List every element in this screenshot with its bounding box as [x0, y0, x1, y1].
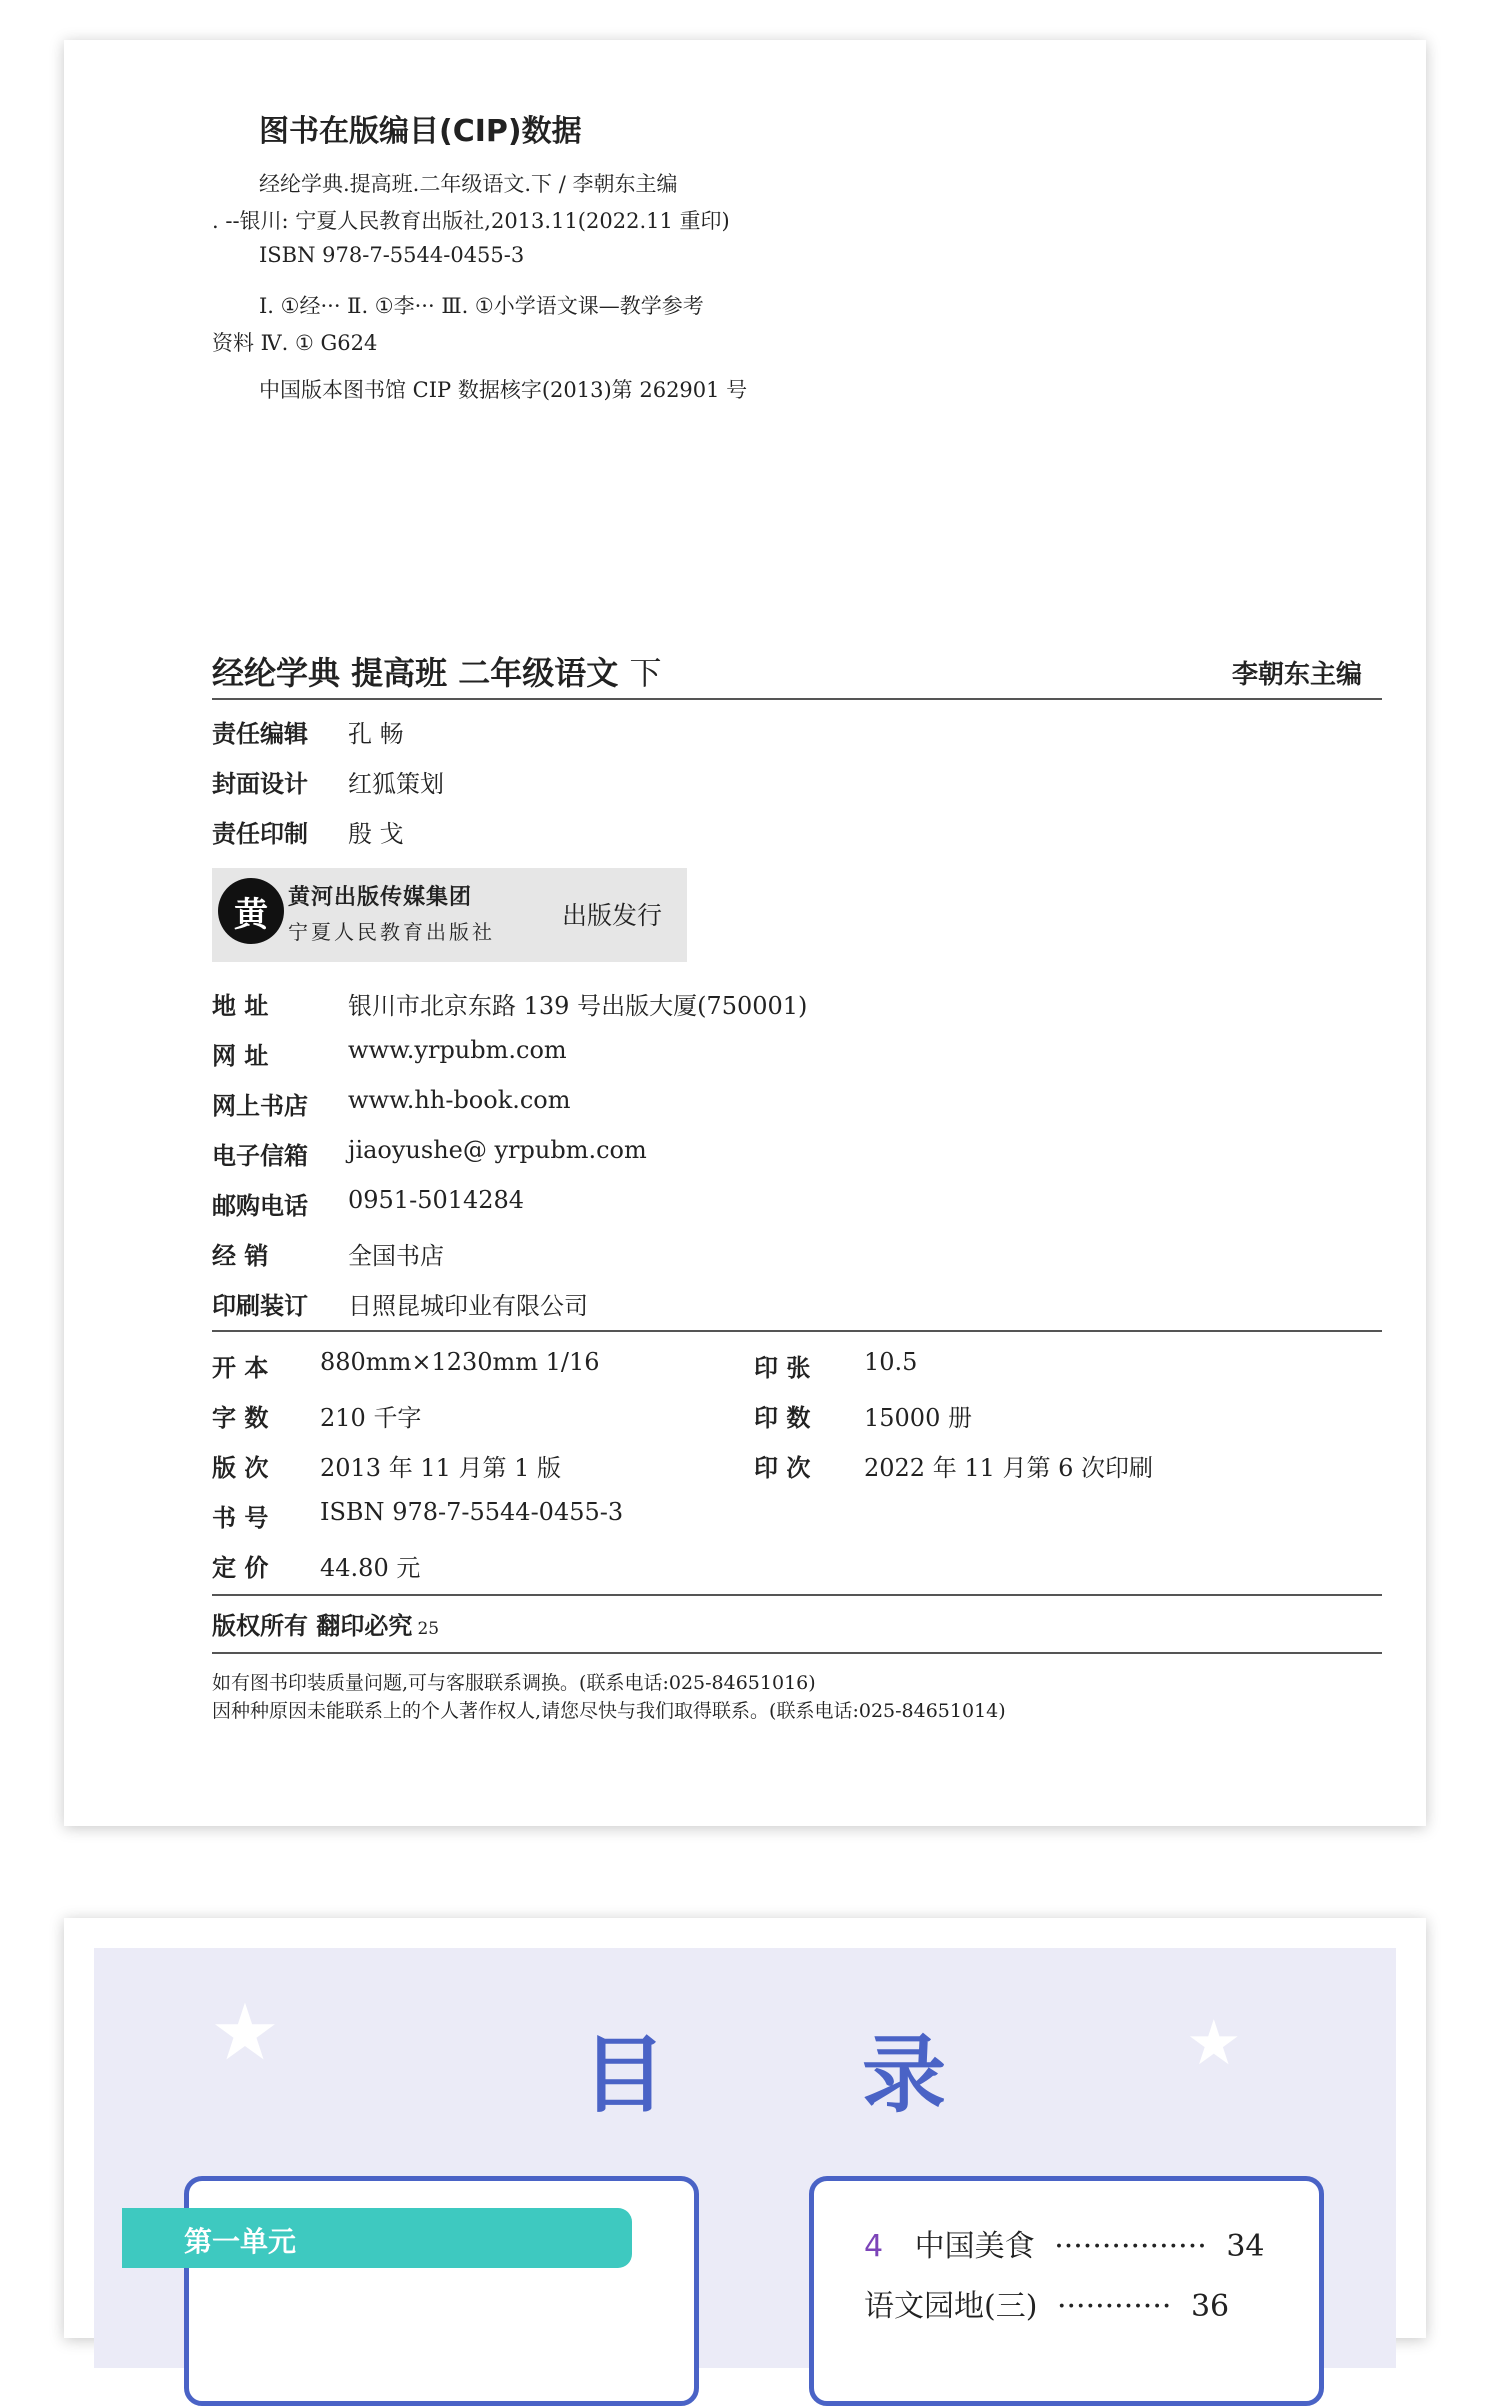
staff-label: 责任印制 — [212, 820, 308, 848]
staff-value: 红狐策划 — [348, 770, 444, 798]
chief-editor: 李朝东主编 — [1231, 660, 1362, 690]
spec-value: 2022 年 11 月第 6 次印刷 — [864, 1454, 1154, 1482]
toc-entry-page: 36 — [1190, 2289, 1230, 2324]
contact-value: 日照昆城印业有限公司 — [348, 1292, 588, 1320]
spec-value: 210 千字 — [320, 1404, 422, 1432]
publisher-press-name: 宁夏人民教育出版社 — [288, 920, 495, 944]
contact-value: 银川市北京东路 139 号出版大厦(750001) — [348, 992, 808, 1020]
cip-line-1: 经纶学典.提高班.二年级语文.下 / 李朝东主编 — [259, 172, 678, 196]
cip-line-6: 中国版本图书馆 CIP 数据核字(2013)第 262901 号 — [259, 378, 748, 402]
toc-page — [64, 1918, 1426, 2338]
spec-value: 880mm×1230mm 1/16 — [320, 1348, 600, 1376]
copyright-text: 版权所有 翻印必究 — [212, 1612, 413, 1640]
cip-line-4: Ⅰ. ①经··· Ⅱ. ①李··· Ⅲ. ①小学语文课—教学参考 — [259, 294, 704, 318]
publisher-emblem-icon: 黄 — [218, 878, 284, 944]
contact-label: 邮购电话 — [212, 1192, 308, 1220]
spec-label: 字 数 — [212, 1404, 269, 1432]
book-title-text: 经纶学典 提高班 二年级语文 — [212, 654, 619, 692]
spec-label: 印 次 — [754, 1454, 811, 1482]
publisher-group-name: 黄河出版传媒集团 — [288, 885, 473, 910]
spec-label: 版 次 — [212, 1454, 269, 1482]
notice-line: 因种种原因未能联系上的个人著作权人,请您尽快与我们取得联系。(联系电话:025-84651014) — [212, 1700, 1006, 1722]
spec-value: 10.5 — [864, 1348, 918, 1376]
contact-label: 电子信箱 — [212, 1142, 308, 1170]
contact-value: 0951-5014284 — [348, 1186, 525, 1214]
copyright-line — [212, 1606, 439, 1641]
divider — [212, 1594, 1382, 1596]
publisher-logo — [212, 868, 687, 962]
contact-label: 网上书店 — [212, 1092, 308, 1120]
divider — [212, 698, 1382, 700]
spec-label: 书 号 — [212, 1504, 269, 1532]
divider — [212, 1652, 1382, 1654]
spec-label: 定 价 — [212, 1554, 269, 1582]
spec-value: 15000 册 — [864, 1404, 972, 1432]
toc-entry-title: 语文园地(三) — [864, 2289, 1038, 2324]
unit-ribbon[interactable] — [122, 2208, 632, 2268]
spec-value: 44.80 元 — [320, 1554, 421, 1582]
divider — [212, 1330, 1382, 1332]
toc-background — [94, 1948, 1396, 2368]
book-title — [212, 648, 661, 694]
contact-label: 网 址 — [212, 1042, 269, 1070]
publisher-issue: 出版发行 — [562, 901, 663, 930]
toc-heading-char: 目 — [582, 2026, 667, 2124]
contact-value: 全国书店 — [348, 1242, 444, 1270]
copyright-page — [64, 40, 1426, 1826]
toc-box-right — [809, 2176, 1324, 2406]
toc-entry-title: 中国美食 — [914, 2229, 1035, 2264]
spec-value: 2013 年 11 月第 1 版 — [320, 1454, 562, 1482]
toc-entry[interactable] — [864, 2281, 1229, 2325]
unit-label: 第一单元 — [184, 2225, 297, 2258]
cip-title: 图书在版编目(CIP)数据 — [259, 114, 582, 149]
toc-entry[interactable] — [864, 2221, 1265, 2265]
contact-value: www.yrpubm.com — [348, 1036, 567, 1064]
book-volume: 下 — [629, 654, 662, 692]
contact-value: www.hh-book.com — [348, 1086, 571, 1114]
contact-label: 经 销 — [212, 1242, 269, 1270]
notice-line: 如有图书印装质量问题,可与客服联系调换。(联系电话:025-84651016) — [212, 1672, 816, 1694]
staff-label: 责任编辑 — [212, 720, 308, 748]
staff-value: 殷 戈 — [348, 820, 404, 848]
cip-line-3: ISBN 978-7-5544-0455-3 — [259, 243, 525, 267]
toc-entry-page: 34 — [1226, 2229, 1265, 2264]
toc-leader: ············ — [1056, 2289, 1172, 2324]
staff-value: 孔 畅 — [348, 720, 404, 748]
spec-label: 印 数 — [754, 1404, 811, 1432]
star-icon: ★ — [210, 1988, 280, 2078]
star-icon: ★ — [1186, 2006, 1242, 2079]
contact-label: 印刷装订 — [212, 1292, 308, 1320]
spec-value: ISBN 978-7-5544-0455-3 — [320, 1498, 624, 1526]
cip-line-2: . --银川: 宁夏人民教育出版社,2013.11(2022.11 重印) — [212, 209, 730, 233]
spec-label: 开 本 — [212, 1354, 269, 1382]
contact-value: jiaoyushe@ yrpubm.com — [348, 1136, 647, 1164]
staff-label: 封面设计 — [212, 770, 308, 798]
copyright-code: 25 — [417, 1619, 440, 1639]
toc-leader: ················ — [1054, 2229, 1207, 2264]
toc-entry-number: 4 — [864, 2229, 884, 2264]
spec-label: 印 张 — [754, 1354, 811, 1382]
toc-heading-char: 录 — [862, 2026, 947, 2124]
contact-label: 地 址 — [212, 992, 269, 1020]
cip-line-5: 资料 Ⅳ. ① G624 — [212, 331, 378, 355]
